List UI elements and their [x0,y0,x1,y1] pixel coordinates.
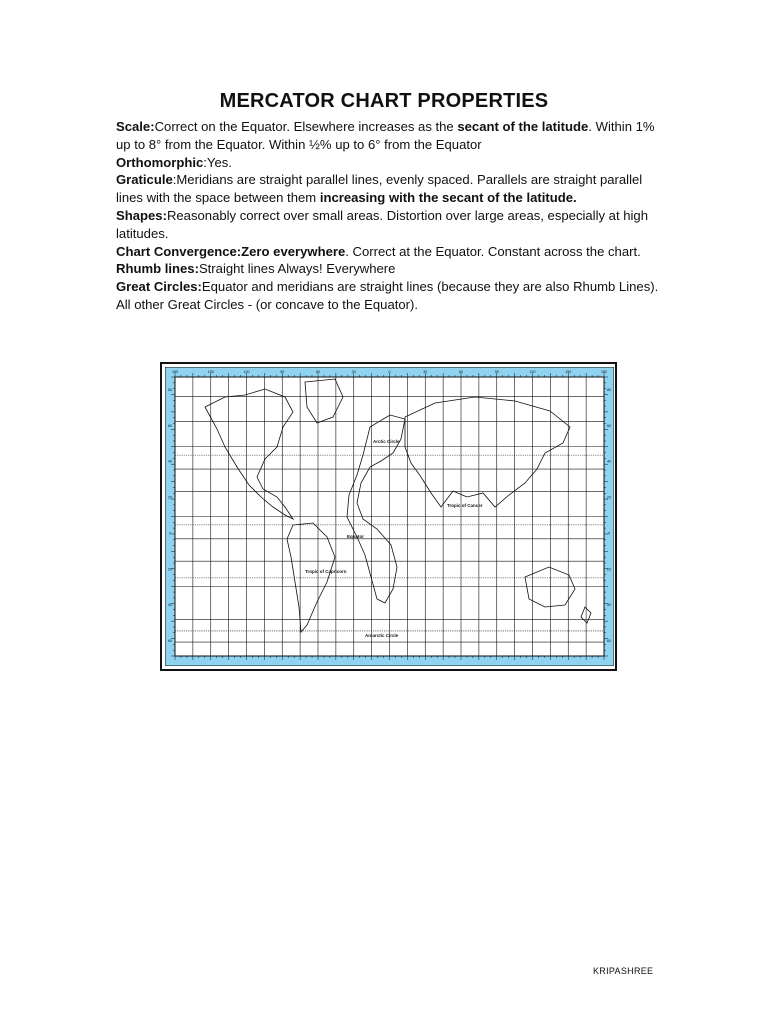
equator-label: Equator [347,534,365,539]
orthomorphic-paragraph [116,154,661,172]
top-tick-label: 180 [601,370,607,374]
page-title: MERCATOR CHART PROPERTIES [219,90,549,112]
great-circles-paragraph [116,278,661,314]
right-tick-label: 20 [607,567,611,572]
convergence-emphasis: Zero everywhere [241,243,346,259]
author-footer: KRIPASHREE [593,966,654,976]
orthomorphic-text: :Yes. [203,154,232,170]
top-tick-label: 0 [388,370,391,374]
right-tick-label: 0 [608,531,610,536]
right-tick-label: 60 [607,639,611,643]
top-tick-label: 120 [243,370,250,374]
properties-text [116,118,661,314]
mercator-map-figure [160,362,617,671]
top-tick-label: 180 [172,370,178,374]
antarctic-circle-label: Antarctic Circle [365,633,399,638]
rhumb-paragraph [116,260,661,278]
top-tick-label: 150 [207,370,214,374]
right-tick-label: 40 [607,603,611,608]
great-circles-text: Equator and meridians are straight lines (because they are also Rhumb Lines). All other Great Circles - (or concave to the Equator). [116,279,659,312]
right-tick-label: 40 [607,459,611,464]
scale-paragraph [116,118,661,154]
right-tick-label: 20 [607,495,611,500]
graticule-emphasis: increasing with the secant of the latitude. [319,190,577,206]
rhumb-text: Straight lines Always! Everywhere [198,261,396,277]
top-tick-label: 30 [351,370,356,374]
top-tick-label: 60 [459,370,463,374]
shapes-label: Shapes: [116,207,167,223]
right-tick-label: 60 [607,423,611,428]
left-tick-label: 20 [168,567,172,572]
left-tick-label: 0 [169,531,171,536]
scale-label: Scale: [116,119,155,134]
convergence-label: Chart Convergence: [116,243,242,259]
top-tick-label: 90 [494,370,499,374]
left-tick-label: 20 [168,495,172,500]
mercator-map [165,367,614,666]
graticule-text: :Meridians are straight parallel lines, evenly spaced. Parallels are straight parallel lines with the space between them [116,172,643,206]
left-tick-label: 80 [168,388,172,392]
left-tick-label: 40 [168,459,172,464]
shapes-paragraph [116,207,661,243]
left-tick-label: 60 [168,423,172,428]
arctic-circle-label: Arctic Circle [373,439,400,444]
top-tick-label: 120 [529,370,536,374]
top-tick-label: 30 [423,370,428,374]
left-tick-label: 60 [168,639,172,643]
left-tick-label: 40 [168,603,172,608]
rhumb-label: Rhumb lines: [116,261,199,277]
top-tick-label: 150 [565,370,572,374]
convergence-paragraph [116,243,661,261]
graticule-label: Graticule [116,172,173,188]
shapes-text: Reasonably correct over small areas. Distortion over large areas, especially at high latitudes. [116,207,648,241]
great-circles-label: Great Circles: [116,279,202,295]
convergence-text: . Correct at the Equator. Constant across the chart. [345,243,641,259]
graticule-paragraph [116,171,661,207]
tropic-of-cancer-label: Tropic of Cancer [447,503,483,508]
top-tick-label: 90 [280,370,285,374]
scale-text-1: Correct on the Equator. Elsewhere increases as the [154,119,458,134]
orthomorphic-label: Orthomorphic [116,154,204,170]
scale-emphasis: secant of the latitude [457,119,589,134]
top-tick-label: 60 [316,370,320,374]
scale-text-2: . Within 1% up to 8° from the Equator. Within ½% up to 6° from the Equator [116,119,655,152]
right-tick-label: 80 [607,388,611,392]
tropic-of-capricorn-label: Tropic of Capricorn [305,569,347,574]
